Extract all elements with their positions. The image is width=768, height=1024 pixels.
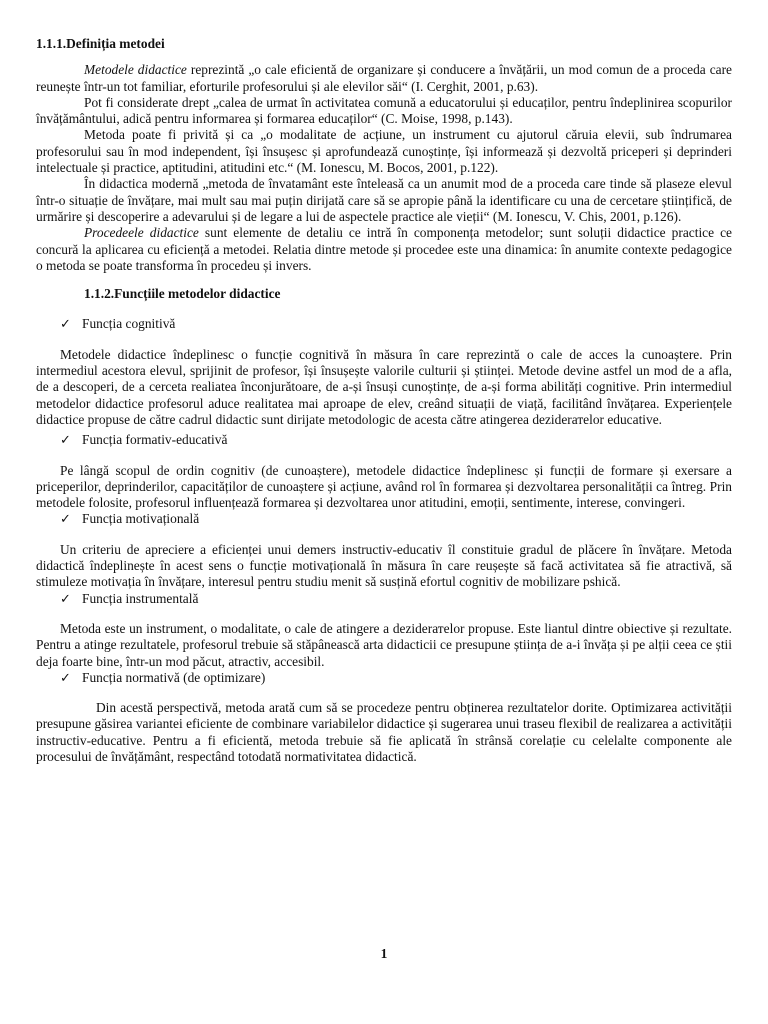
paragraph-definition-2: Pot fi considerate drept „calea de urmat în activitatea comună a educatorului și educaților, pentru îndeplinirea scopurilor învățământului, adică pentru informarea și formarea educaților“ (C. Moise, 1998, p.143). bbox=[36, 94, 732, 127]
checkmark-icon: ✓ bbox=[60, 590, 71, 606]
paragraph-definition-1: Metodele didactice reprezintă „o cale eficientă de organizare și conducere a învățării, un mod comun de a proceda care reunește într-un tot familiar, eforturile profesorului și ale elevilor săi“ (I. Cerghit, 2001, p.63). bbox=[36, 62, 732, 94]
paragraph-definition-4: În didactica modernă „metoda de învatamânt este înteleasă ca un anumit mod de a proceda care tinde să plaseze elevul într-o situație de învățare, mai mult sau mai puțin dirijată care să se apropie până la identificare cu una de cercetare științifică, de urmărire și descoperire a adevarului și de legare a lui de aspectele practice ale vieții“ (M. Ionescu, V. Chis, 2001, p.126). bbox=[36, 176, 732, 224]
function-label: Funcția normativă (de optimizare) bbox=[82, 669, 266, 685]
document-page bbox=[36, 36, 732, 765]
function-label: Funcția instrumentală bbox=[82, 590, 199, 606]
function-text-motivational: Un criteriu de apreciere a eficienței unui demers instructiv-educativ îl constituie gradul de plăcere în învățare. Metoda didactică îndeplinește în acest sens o funcție motivațională în măsura în care reușește să facă activitatea să fie atractivă, să stimuleze motivația în învățare, interesul pentru studiu menit să susțină efortul cognitiv de mobilizare pshică. bbox=[36, 541, 732, 590]
function-item-instrumental bbox=[60, 591, 732, 607]
checkmark-icon: ✓ bbox=[60, 432, 71, 448]
function-text-formative: Pe lângă scopul de ordin cognitiv (de cunoaștere), metodele didactice îndeplinesc și funcții de formare și exersare a priceperilor, deprinderilor, capacităților de cunoaștere și acțiune, având rol în formarea și dezvoltarea personalității ca întreg. Prin metodele folosite, profesorul influențează formarea și dezvoltarea unor atitudini, emoții, sentimente, interese, convingeri. bbox=[36, 462, 732, 511]
paragraph-definition-3: Metoda poate fi privită și ca „o modalitate de acțiune, un instrument cu ajutorul căruia elevii, sub îndrumarea profesorului sau în mod independent, își însușesc și aprofundează cunoștințe, își informează și dezvoltă priceperi și deprinderi intelectuale și practice, aptitudini, atitudini etc.“ (M. Ionescu, M. Bocos, 2001, p.122). bbox=[36, 127, 732, 176]
section-heading-definition: 1.1.1.Definiția metodei bbox=[36, 36, 165, 51]
function-label: Funcția cognitivă bbox=[82, 316, 176, 332]
function-item-cognitive bbox=[60, 316, 732, 332]
function-item-formative bbox=[60, 432, 732, 448]
checkmark-icon: ✓ bbox=[60, 511, 71, 527]
paragraph-definition-5: Procedeele didactice sunt elemente de detaliu ce intră în componența metodelor; sunt soluții didactice practice ce concură la aplicarea cu eficiență a metodei. Relatia dintre metode și procedee este una dinamica: în anumite contexte pedagogice o metoda se poate transforma în procedeu și invers. bbox=[36, 225, 732, 273]
function-label: Funcția motivațională bbox=[82, 511, 200, 527]
function-label: Funcția formativ-educativă bbox=[82, 432, 228, 448]
checkmark-icon: ✓ bbox=[60, 316, 71, 332]
function-text-normative: Din acestă perspectivă, metoda arată cum să se procedeze pentru obținerea rezultatelor dorite. Optimizarea activității presupune găsirea variantei eficiente de combinare variabilelor didactice și sugerarea unui traseu flexibil de realizarea a activității instructiv-educative. Pentru a fi eficientă, metoda trebuie să fie aplicată în strânsă corelație cu celelalte componente ale procesului de învățământ, respectând totodată normativitatea didactică. bbox=[36, 700, 732, 764]
checkmark-icon: ✓ bbox=[60, 669, 71, 685]
section-heading-functions: 1.1.2.Funcțiile metodelor didactice bbox=[84, 286, 281, 302]
function-text-instrumental: Metoda este un instrument, o modalitate, o cale de atingere a deziderатelor propuse. Este liantul dintre obiective și rezultate. Pentru a atinge rezultatele, profesorul trebuie să stăpânească arta didacticii ce presupune știința de a-i învăța și pe alții ceea ce știi deja foarte bine, într-un mod păcut, atractiv, accesibil. bbox=[36, 620, 732, 669]
function-item-motivational bbox=[60, 511, 732, 527]
page-number: 1 bbox=[380, 946, 388, 961]
term-procedeele-didactice: Procedeele didactice bbox=[84, 225, 199, 241]
term-metodele-didactice: Metodele didactice bbox=[84, 62, 187, 78]
function-text-cognitive: Metodele didactice îndeplinesc o funcție cognitivă în măsura în care reprezintă o cale de acces la cunoaștere. Prin intermediul acestora elevul, sprijinit de profesor, își însușește valorile culturii și științei. Metode devine astfel un mod de a afla, de a descoperi, de a cerceta realiatea înconjurătoare, de a-și însuși cunoștințe, de a-și forma abilități cognitive. Prin intermediul metodelor didactice profesorul aduce realitatea mai aproape de elev, creând situații de viață, facilitând învățarea. Experiențele didactice propuse de către cadrul didactic sunt dirijate metodologic de acesta către atingerea deziderатelor educative. bbox=[36, 346, 732, 427]
function-item-normative bbox=[60, 670, 732, 686]
